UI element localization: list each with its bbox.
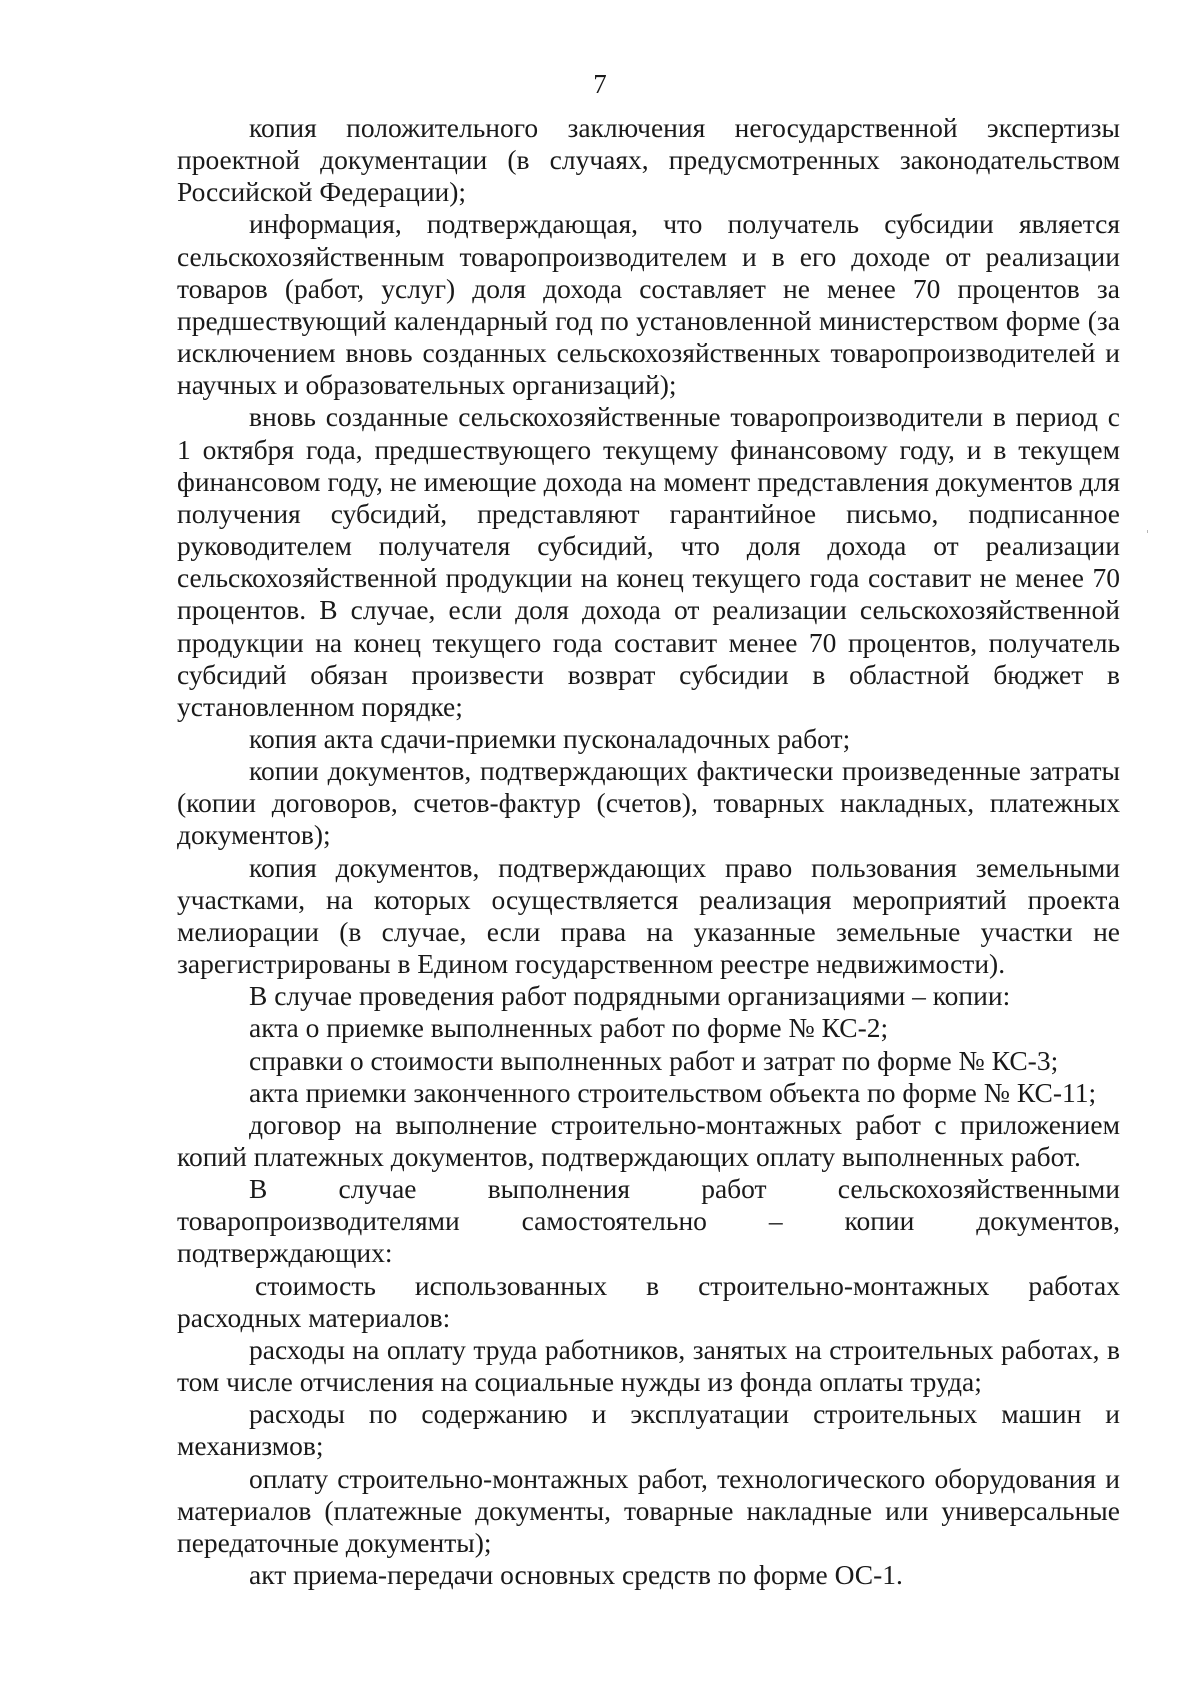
paragraph-producer-income-info: информация, подтверждающая, что получатель субсидии является сельскохозяйственным товаропроизводителем и в его доходе от реализации товаров (работ, услуг) доля дохода составляет не менее 70 процентов за предшествующий календарный год по установленной министерством форме (за исключением вновь созданных сельскохозяйственных товаропроизводителей и научных и образовательных организаций); xyxy=(177,208,1120,401)
paragraph-new-producers-guarantee: вновь созданные сельскохозяйственные товаропроизводители в период с 1 октября года, предшествующего текущему финансовому году, и в текущем финансовом году, не имеющие дохода на момент представления документов для получения субсидий, представляют гарантийное письмо, подписанное руководителем получателя субсидий, что доля дохода от реализации сельскохозяйственной продукции на конец текущего года составит не менее 70 процентов. В случае, если доля дохода от реализации сельскохозяйственной продукции на конец текущего года составит менее 70 процентов, получатель субсидий обязан произвести возврат субсидии в областной бюджет в установленном порядке; xyxy=(177,401,1120,722)
paragraph-cost-documents: копии документов, подтверждающих фактически произведенные затраты (копии договоров, счетов-фактур (счетов), товарных накладных, платежных документов); xyxy=(177,755,1120,851)
list-item-equipment-payment: оплату строительно-монтажных работ, технологического оборудования и материалов (платежные документы, товарные накладные или универсальные передаточные документы); xyxy=(177,1462,1120,1558)
page-number: 7 xyxy=(593,69,607,99)
paragraph-commissioning-act: копия акта сдачи-приемки пусконаладочных работ; xyxy=(249,722,851,754)
paragraph-contractor-intro: В случае проведения работ подрядными организациями – копии: xyxy=(249,980,1011,1012)
paragraph-land-rights: копия документов, подтверждающих право пользования земельными участками, на которых осуществляется реализация мероприятий проекта мелиорации (в случае, если права на указанные земельные участки не зарегистрированы в Едином государственном реестре недвижимости). xyxy=(177,851,1120,980)
list-item-ks3: справки о стоимости выполненных работ и затрат по форме № КС-3; xyxy=(249,1044,1059,1076)
list-item-machinery-costs: расходы по содержанию и эксплуатации строительных машин и механизмов; xyxy=(177,1398,1120,1462)
list-item-construction-contract: договор на выполнение строительно-монтажных работ с приложением копий платежных документов, подтверждающих оплату выполненных работ. xyxy=(177,1108,1120,1172)
scan-artifact xyxy=(1147,530,1148,533)
list-item-ks2: акта о приемке выполненных работ по форме № КС-2; xyxy=(249,1012,889,1044)
list-item-os1-act: акт приема-передачи основных средств по форме ОС-1. xyxy=(249,1559,903,1591)
paragraph-expert-opinion: копия положительного заключения негосударственной экспертизы проектной документации (в случаях, предусмотренных законодательством Российской Федерации); xyxy=(177,112,1120,208)
list-item-labor-costs: расходы на оплату труда работников, занятых на строительных работах, в том числе отчисления на социальные нужды из фонда оплаты труда; xyxy=(177,1333,1120,1398)
document-body xyxy=(177,112,1120,1591)
list-item-materials-cost: стоимость использованных в строительно-монтажных работах расходных материалов: xyxy=(177,1269,1120,1333)
list-item-ks11: акта приемки законченного строительством объекта по форме № КС-11; xyxy=(249,1076,1097,1108)
paragraph-self-performed-intro: В случае выполнения работ сельскохозяйственными товаропроизводителями самостоятельно – копии документов, подтверждающих: xyxy=(177,1173,1120,1269)
